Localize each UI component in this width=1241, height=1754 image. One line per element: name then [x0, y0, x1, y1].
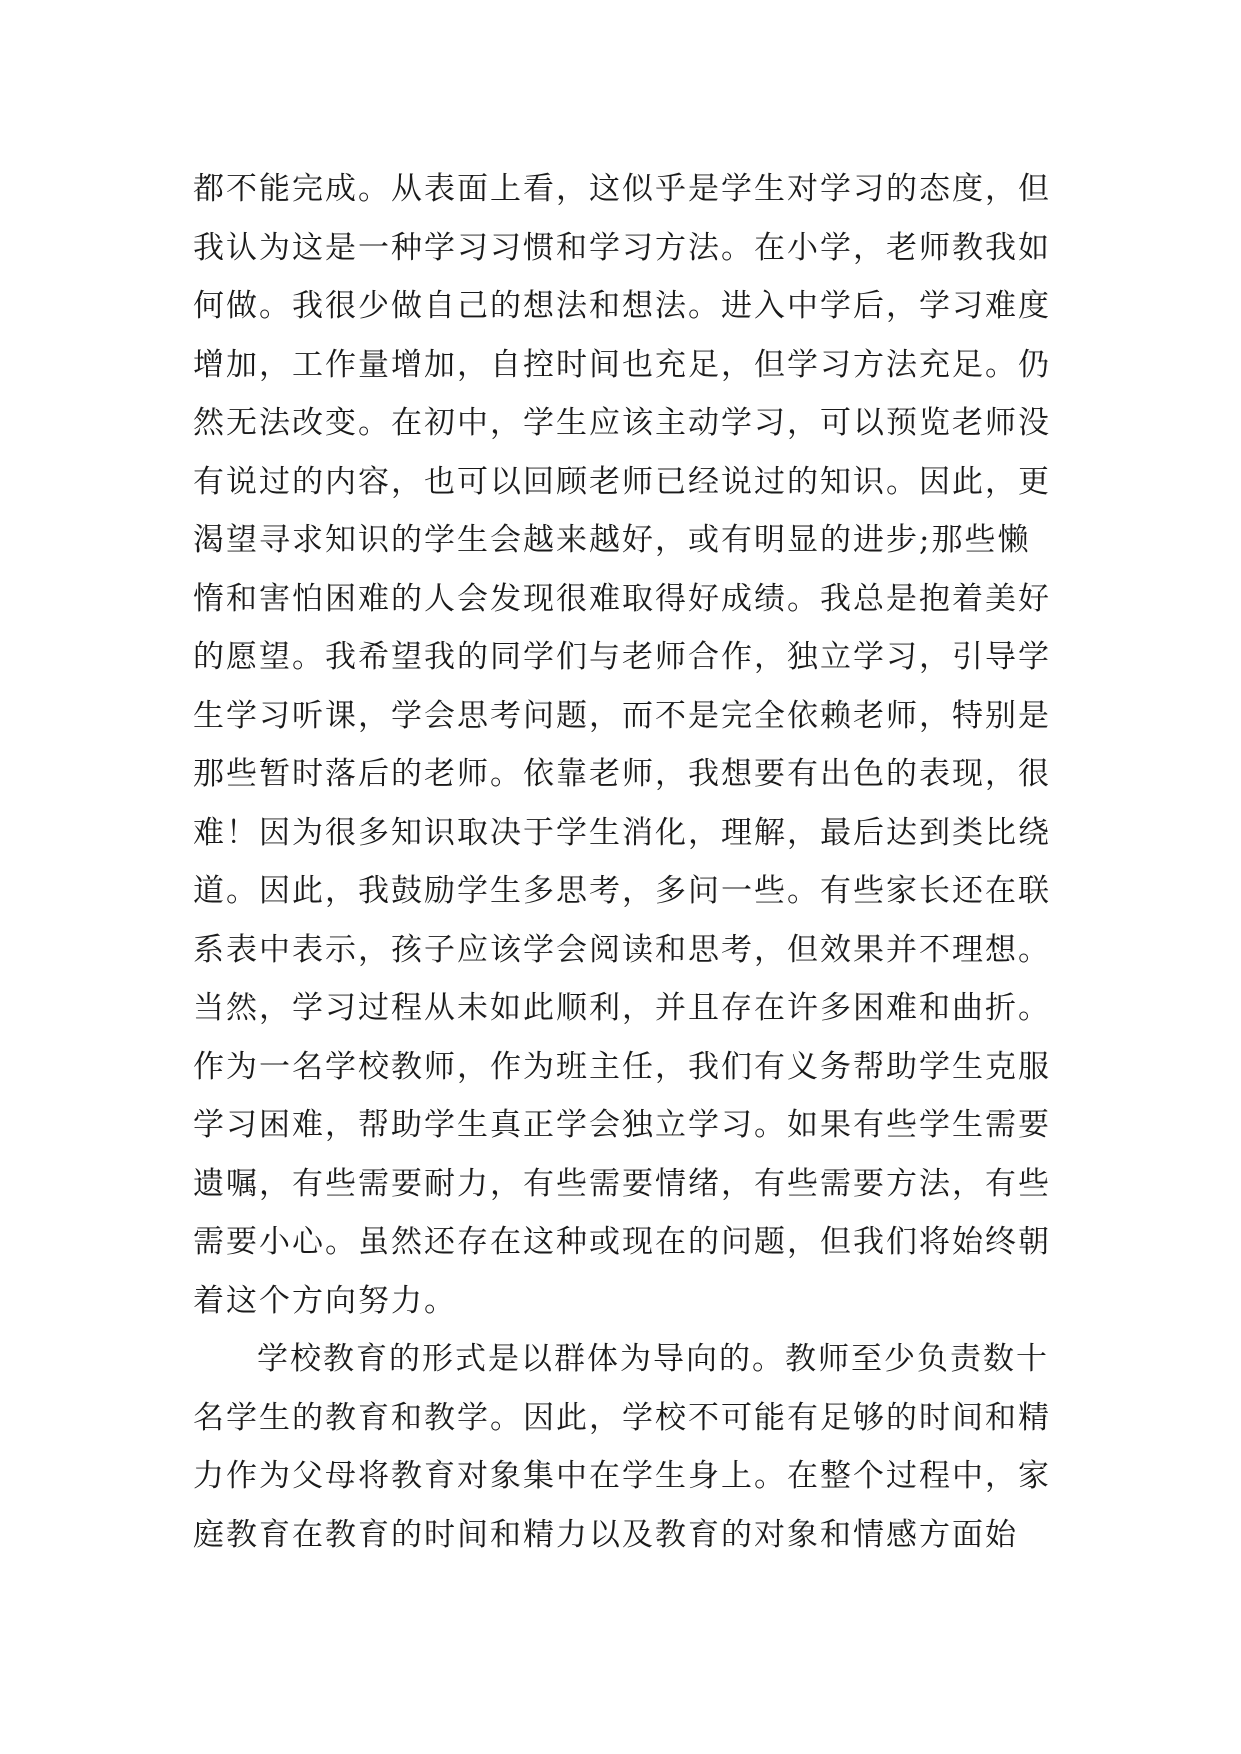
- text-line: 当然，学习过程从未如此顺利，并且存在许多困难和曲折。: [193, 990, 1051, 1026]
- text-line: 我认为这是一种学习习惯和学习方法。在小学，老师教我如: [193, 229, 1051, 266]
- text-line: 遗嘱，有些需要耐力，有些需要情绪，有些需要方法，有些: [193, 1165, 1051, 1202]
- text-line: 力作为父母将教育对象集中在学生身上。在整个过程中，家: [193, 1458, 1051, 1494]
- text-line-indented: 学校教育的形式是以群体为导向的。教师至少负责数十: [257, 1341, 1049, 1377]
- text-line: 都不能完成。从表面上看，这似乎是学生对学习的态度，但: [193, 171, 1051, 207]
- text-line: 的愿望。我希望我的同学们与老师合作，独立学习，引导学: [193, 639, 1051, 675]
- text-line: 学习困难，帮助学生真正学会独立学习。如果有些学生需要: [193, 1107, 1051, 1143]
- paragraph-1: [193, 160, 1053, 1330]
- text-line: 需要小心。虽然还存在这种或现在的问题，但我们将始终朝: [193, 1224, 1051, 1260]
- paragraph-2: [193, 1330, 1053, 1564]
- text-line: 作为一名学校教师，作为班主任，我们有义务帮助学生克服: [193, 1048, 1051, 1085]
- document-body: [193, 160, 1053, 1564]
- text-line: 惰和害怕困难的人会发现很难取得好成绩。我总是抱着美好: [193, 580, 1051, 617]
- text-line: 何做。我很少做自己的想法和想法。进入中学后，学习难度: [193, 288, 1051, 324]
- text-line: 道。因此，我鼓励学生多思考，多问一些。有些家长还在联: [193, 873, 1051, 909]
- text-line: 庭教育在教育的时间和精力以及教育的对象和情感方面始: [193, 1516, 1018, 1553]
- text-line: 难！因为很多知识取决于学生消化，理解，最后达到类比绕: [193, 814, 1051, 851]
- text-line: 然无法改变。在初中，学生应该主动学习，可以预览老师没: [193, 405, 1051, 441]
- text-line: 着这个方向努力。: [193, 1282, 457, 1319]
- text-line: 名学生的教育和教学。因此，学校不可能有足够的时间和精: [193, 1399, 1051, 1436]
- text-line: 生学习听课，学会思考问题，而不是完全依赖老师，特别是: [193, 697, 1051, 734]
- text-line: 系表中表示，孩子应该学会阅读和思考，但效果并不理想。: [193, 931, 1051, 968]
- text-line: 有说过的内容，也可以回顾老师已经说过的知识。因此，更: [193, 463, 1051, 500]
- text-line: 那些暂时落后的老师。依靠老师，我想要有出色的表现，很: [193, 756, 1051, 792]
- text-line: 渴望寻求知识的学生会越来越好，或有明显的进步;那些懒: [193, 522, 1031, 558]
- text-line: 增加，工作量增加，自控时间也充足，但学习方法充足。仍: [193, 346, 1051, 383]
